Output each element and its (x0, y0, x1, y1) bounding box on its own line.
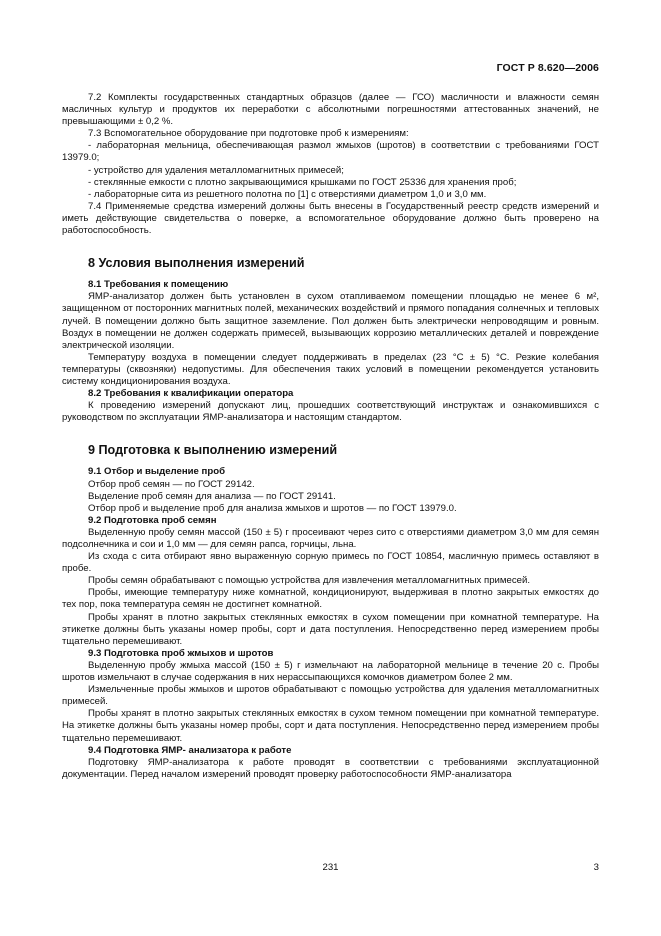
paragraph: Выделенную пробу семян массой (150 ± 5) г просеивают через сито с отверстиями диаметром 3,0 мм для семян подсолнечника и сои и 1,0 мм — для семян рапса, горчицы, льна. (62, 526, 599, 550)
subsection-heading: 9.2 Подготовка проб семян (88, 514, 217, 526)
subsection-heading: 9.1 Отбор и выделение проб (88, 466, 225, 478)
section-heading: 9 Подготовка к выполнению измерений (88, 443, 338, 458)
paragraph: ЯМР-анализатор должен быть установлен в сухом отапливаемом помещении площадью не менее 6 м², защищенном от посторонних магнитных полей, механических воздействий и прямого попадания солнечных и тепловых лучей. В помещении должно быть защитное заземление. Пол должен быть электрически непроводящим и ровным. Воздух в помещении не должен содержать примесей, вызывающих коррозию металлических деталей и повреждение электрической изоляции. (62, 291, 599, 351)
section-heading: 8 Условия выполнения измерений (88, 256, 305, 271)
paragraph: Отбор проб и выделение проб для анализа жмыхов и шротов — по ГОСТ 13979.0. (88, 502, 457, 514)
paragraph: Подготовку ЯМР-анализатора к работе проводят в соответствии с требованиями эксплуатационной документации. Перед началом измерений проводят проверку работоспособности ЯМР-анализатора (62, 756, 599, 780)
paragraph: Из схода с сита отбирают явно выраженную сорную примесь по ГОСТ 10854, масличную примесь оставляют в пробе. (62, 551, 599, 575)
paragraph: Выделенную пробу жмыха массой (150 ± 5) г измельчают на лабораторной мельнице в течение 20 с. Пробы шротов измельчают в случае содержания в них нерассыпающихся комочков диаметром более 2 мм. (62, 659, 599, 684)
paragraph: 7.4 Применяемые средства измерений должны быть внесены в Государственный реестр средств измерений и иметь действующие свидетельства о поверке, а вспомогательное оборудование должно быть проверено на работоспособность. (62, 200, 599, 237)
subsection-heading: 8.2 Требования к квалификации оператора (88, 388, 294, 400)
paragraph: Пробы хранят в плотно закрытых стеклянных емкостях в сухом помещении при комнатной температуре. На этикетке должны быть указаны номер пробы, сорт и дата поступления. Непосредственно перед измерением пробы тщательно перемешивают. (62, 611, 599, 647)
paragraph: - устройство для удаления металломагнитных примесей; (88, 164, 344, 176)
subsection-heading: 8.1 Требования к помещению (88, 279, 229, 291)
paragraph: 7.3 Вспомогательное оборудование при подготовке проб к измерениям: (88, 128, 409, 140)
subsection-heading: 9.4 Подготовка ЯМР- анализатора к работе (88, 744, 292, 756)
page-number-center: 231 (322, 862, 339, 873)
paragraph: - лабораторная мельница, обеспечивающая размол жмыхов (шротов) в соответствии с требованиями ГОСТ 13979.0; (62, 140, 599, 164)
paragraph: Отбор проб семян — по ГОСТ 29142. (88, 478, 255, 490)
document-header: ГОСТ Р 8.620—2006 (496, 62, 599, 74)
paragraph: - стеклянные емкости с плотно закрывающимися крышками по ГОСТ 25336 для хранения проб; (88, 176, 517, 188)
paragraph: 7.2 Комплекты государственных стандартных образцов (далее — ГСО) масличности и влажности семян масличных культур и продуктов их переработки с абсолютными погрешностями аттестованных значений, не превышающими ± 0,2 %. (62, 92, 599, 128)
paragraph: Пробы, имеющие температуру ниже комнатной, кондиционируют, выдерживая в плотно закрытых емкостях до тех пор, пока температура семян не достигнет комнатной. (62, 587, 599, 611)
page-number-right: 3 (593, 862, 599, 873)
paragraph: Выделение проб семян для анализа — по ГОСТ 29141. (88, 490, 336, 502)
paragraph: Температуру воздуха в помещении следует поддерживать в пределах (23 °С ± 5) °С. Резкие колебания температуры (сквозняки) недопустимы. Для обеспечения таких условий в помещении рекомендуется установить систему кондиционирования воздуха. (62, 351, 599, 387)
paragraph: Пробы хранят в плотно закрытых стеклянных емкостях в сухом темном помещении при комнатной температуре. На этикетке должны быть указаны номер пробы, сорт и дата поступления. Непосредственно перед измерением пробы тщательно перемешивают. (62, 708, 599, 744)
paragraph: Измельченные пробы жмыхов и шротов обрабатывают с помощью устройства для удаления металломагнитных примесей. (62, 684, 599, 708)
subsection-heading: 9.3 Подготовка проб жмыхов и шротов (88, 647, 274, 659)
document-body (62, 92, 599, 781)
paragraph: Пробы семян обрабатывают с помощью устройства для извлечения металломагнитных примесей. (88, 575, 530, 587)
paragraph: - лабораторные сита из решетного полотна по [1] с отверстиями диаметром 1,0 и 3,0 мм. (88, 188, 487, 200)
paragraph: К проведению измерений допускают лиц, прошедших соответствующий инструктаж и ознакомившихся с руководством по эксплуатации ЯМР-анализатора и настоящим стандартом. (62, 400, 599, 424)
